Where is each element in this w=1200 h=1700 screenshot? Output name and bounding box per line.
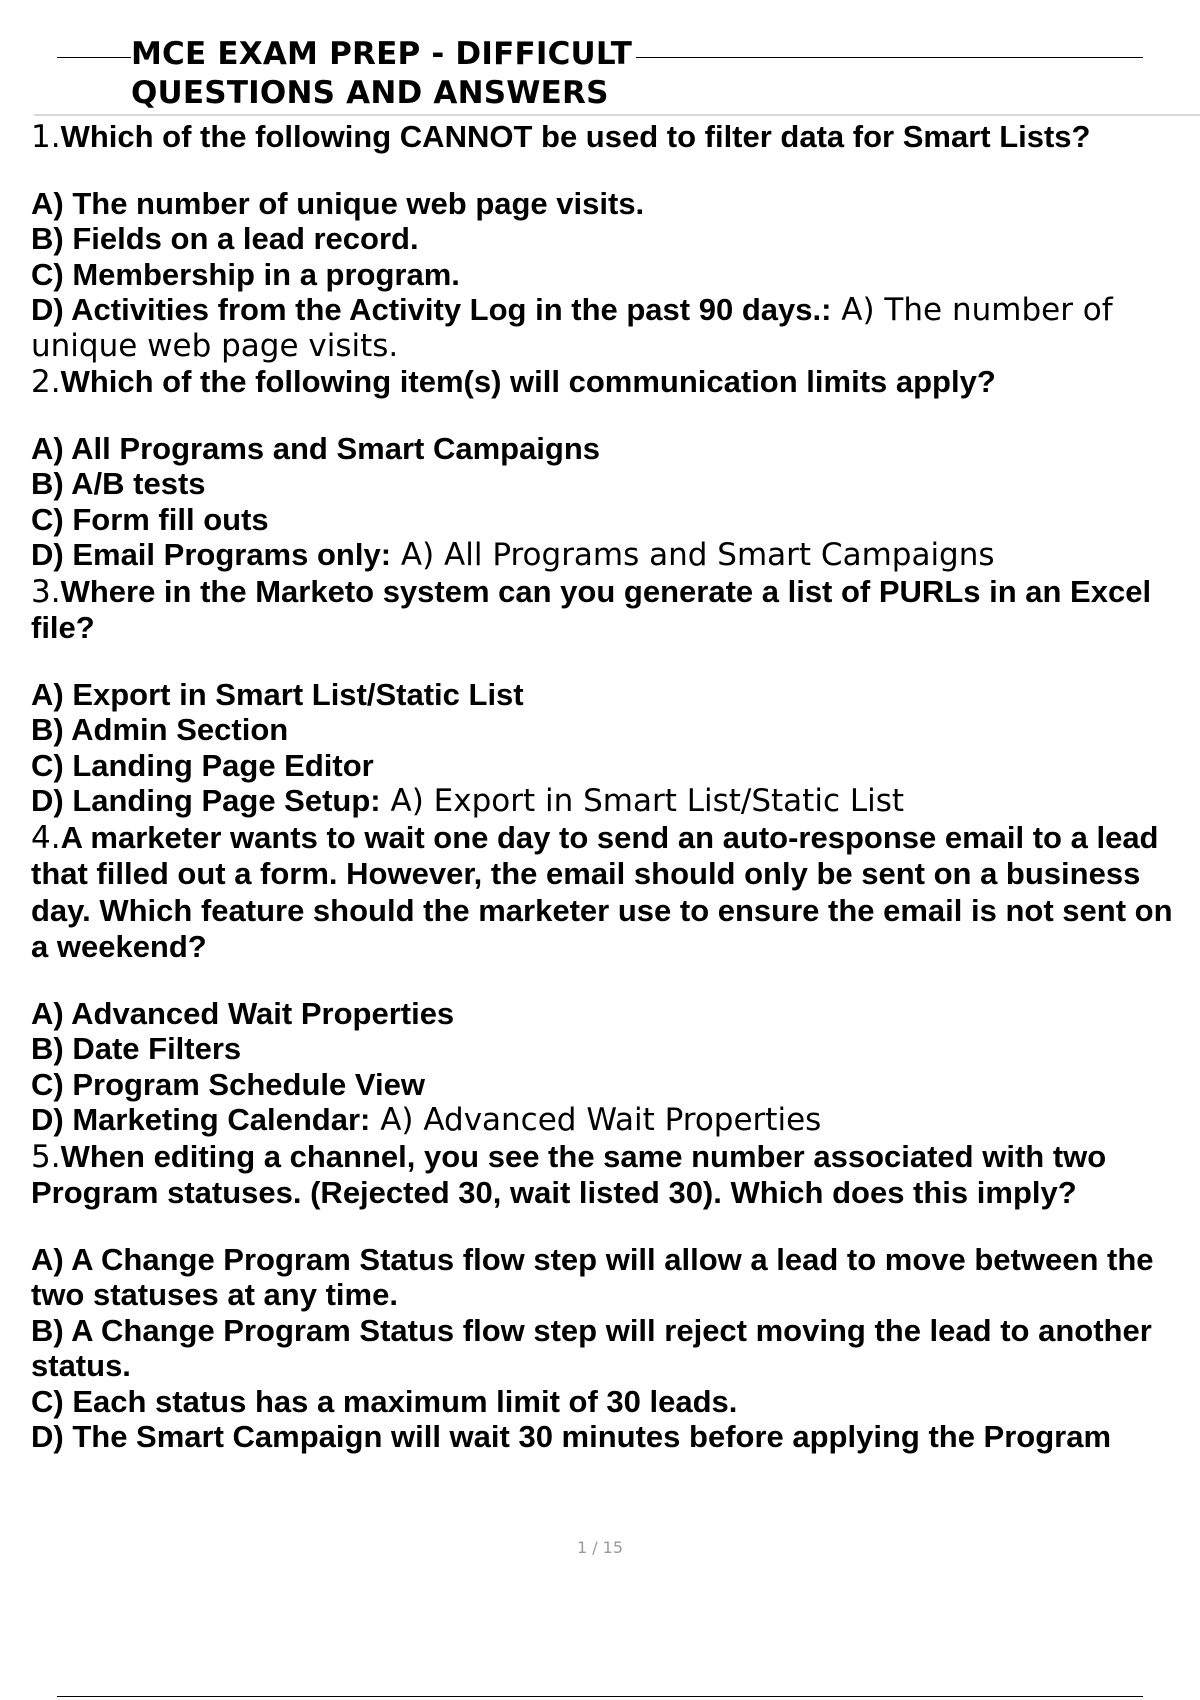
answer-text: A) Export in Smart List/Static List [390,783,905,819]
option-c: C) Each status has a maximum limit of 30 leads. [31,1383,738,1419]
question-number: 2. [31,364,61,400]
question-number: 3. [31,573,61,610]
question-text: Where in the Marketo system can you generate a list of PURLs in an Excel file? [31,573,1152,645]
option-c: C) Landing Page Editor [31,747,374,783]
page-indicator: 1 / 15 [576,1538,624,1557]
option-a: A) A Change Program Status flow step will allow a lead to move between the two statuses at any time. [31,1241,1154,1312]
question-1 [31,119,1191,364]
title-line-1: MCE EXAM PREP - DIFFICULT [131,35,636,74]
option-d: D) Activities from the Activity Log in the past 90 days.: [31,292,832,327]
answer-text: A) Advanced Wait Properties [380,1102,822,1138]
question-4 [31,820,1191,1139]
option-c: C) Membership in a program. [31,256,460,292]
option-b: B) A/B tests [31,466,206,501]
option-b: B) Fields on a lead record. [31,221,419,256]
question-number: 1. [31,119,61,155]
question-number: 4. [31,819,61,856]
title-line-2: QUESTIONS AND ANSWERS [131,75,609,111]
question-3 [31,574,1191,820]
footer-rule [57,1696,1143,1697]
question-text: When editing a channel, you see the same number associated with two Program statuses. (Rejected 30, wait listed 30). Which does this imply? [31,1138,1107,1210]
option-d: D) Email Programs only: [31,537,392,572]
question-2 [31,364,1191,574]
option-c: C) Program Schedule View [31,1066,425,1102]
option-b: B) A Change Program Status flow step will reject moving the lead to another status. [31,1312,1152,1383]
option-c: C) Form fill outs [31,501,269,537]
option-b: B) Date Filters [31,1031,242,1066]
option-a: A) The number of unique web page visits. [31,185,645,221]
title-divider [34,114,1200,116]
option-d: D) Marketing Calendar: [31,1102,371,1137]
option-d: D) The Smart Campaign will wait 30 minutes before applying the Program [31,1419,1112,1454]
question-text: A marketer wants to wait one day to send an auto-response email to a lead that filled out a form. However, the email should only be sent on a business day. Which feature should the marketer use to ensure the email is not sent on a weekend? [31,819,1173,964]
answer-text: A) The number of unique web page visits. [31,292,1113,364]
questions-list [31,119,1191,1455]
question-5 [31,1139,1191,1455]
document-title [131,35,636,113]
option-b: B) Admin Section [31,712,289,747]
option-a: A) Advanced Wait Properties [31,995,455,1031]
option-d: D) Landing Page Setup: [31,783,381,818]
question-number: 5. [31,1138,61,1175]
question-text: Which of the following CANNOT be used to filter data for Smart Lists? [60,119,1091,154]
question-text: Which of the following item(s) will communication limits apply? [60,364,996,399]
option-a: A) All Programs and Smart Campaigns [31,430,601,466]
answer-text: A) All Programs and Smart Campaigns [400,537,995,573]
option-a: A) Export in Smart List/Static List [31,676,524,712]
